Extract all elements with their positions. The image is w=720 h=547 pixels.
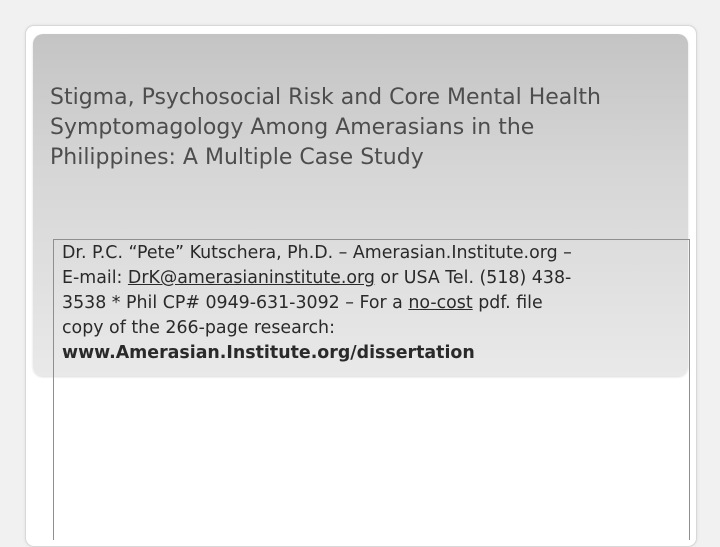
slide-title: Stigma, Psychosocial Risk and Core Mental Health Symptomagology Among Amerasians in the Philippines: A Multiple Case Study bbox=[50, 85, 601, 170]
author-contact-text: Dr. P.C. “Pete” Kutschera, Ph.D. – Amerasian.Institute.org – E-mail: bbox=[62, 243, 572, 288]
no-cost-link[interactable]: no-cost bbox=[408, 293, 473, 313]
email-link[interactable]: DrK@amerasianinstitute.org bbox=[127, 268, 375, 288]
dissertation-url[interactable]: www.Amerasian.Institute.org/dissertation bbox=[62, 343, 475, 363]
request-text: pdf. file copy of the 266-page research: bbox=[62, 293, 543, 338]
phone-text: or USA Tel. (518) 438- 3538 * Phil CP# 0949-631-3092 – For a bbox=[62, 268, 572, 313]
slide-body-text bbox=[62, 241, 686, 366]
